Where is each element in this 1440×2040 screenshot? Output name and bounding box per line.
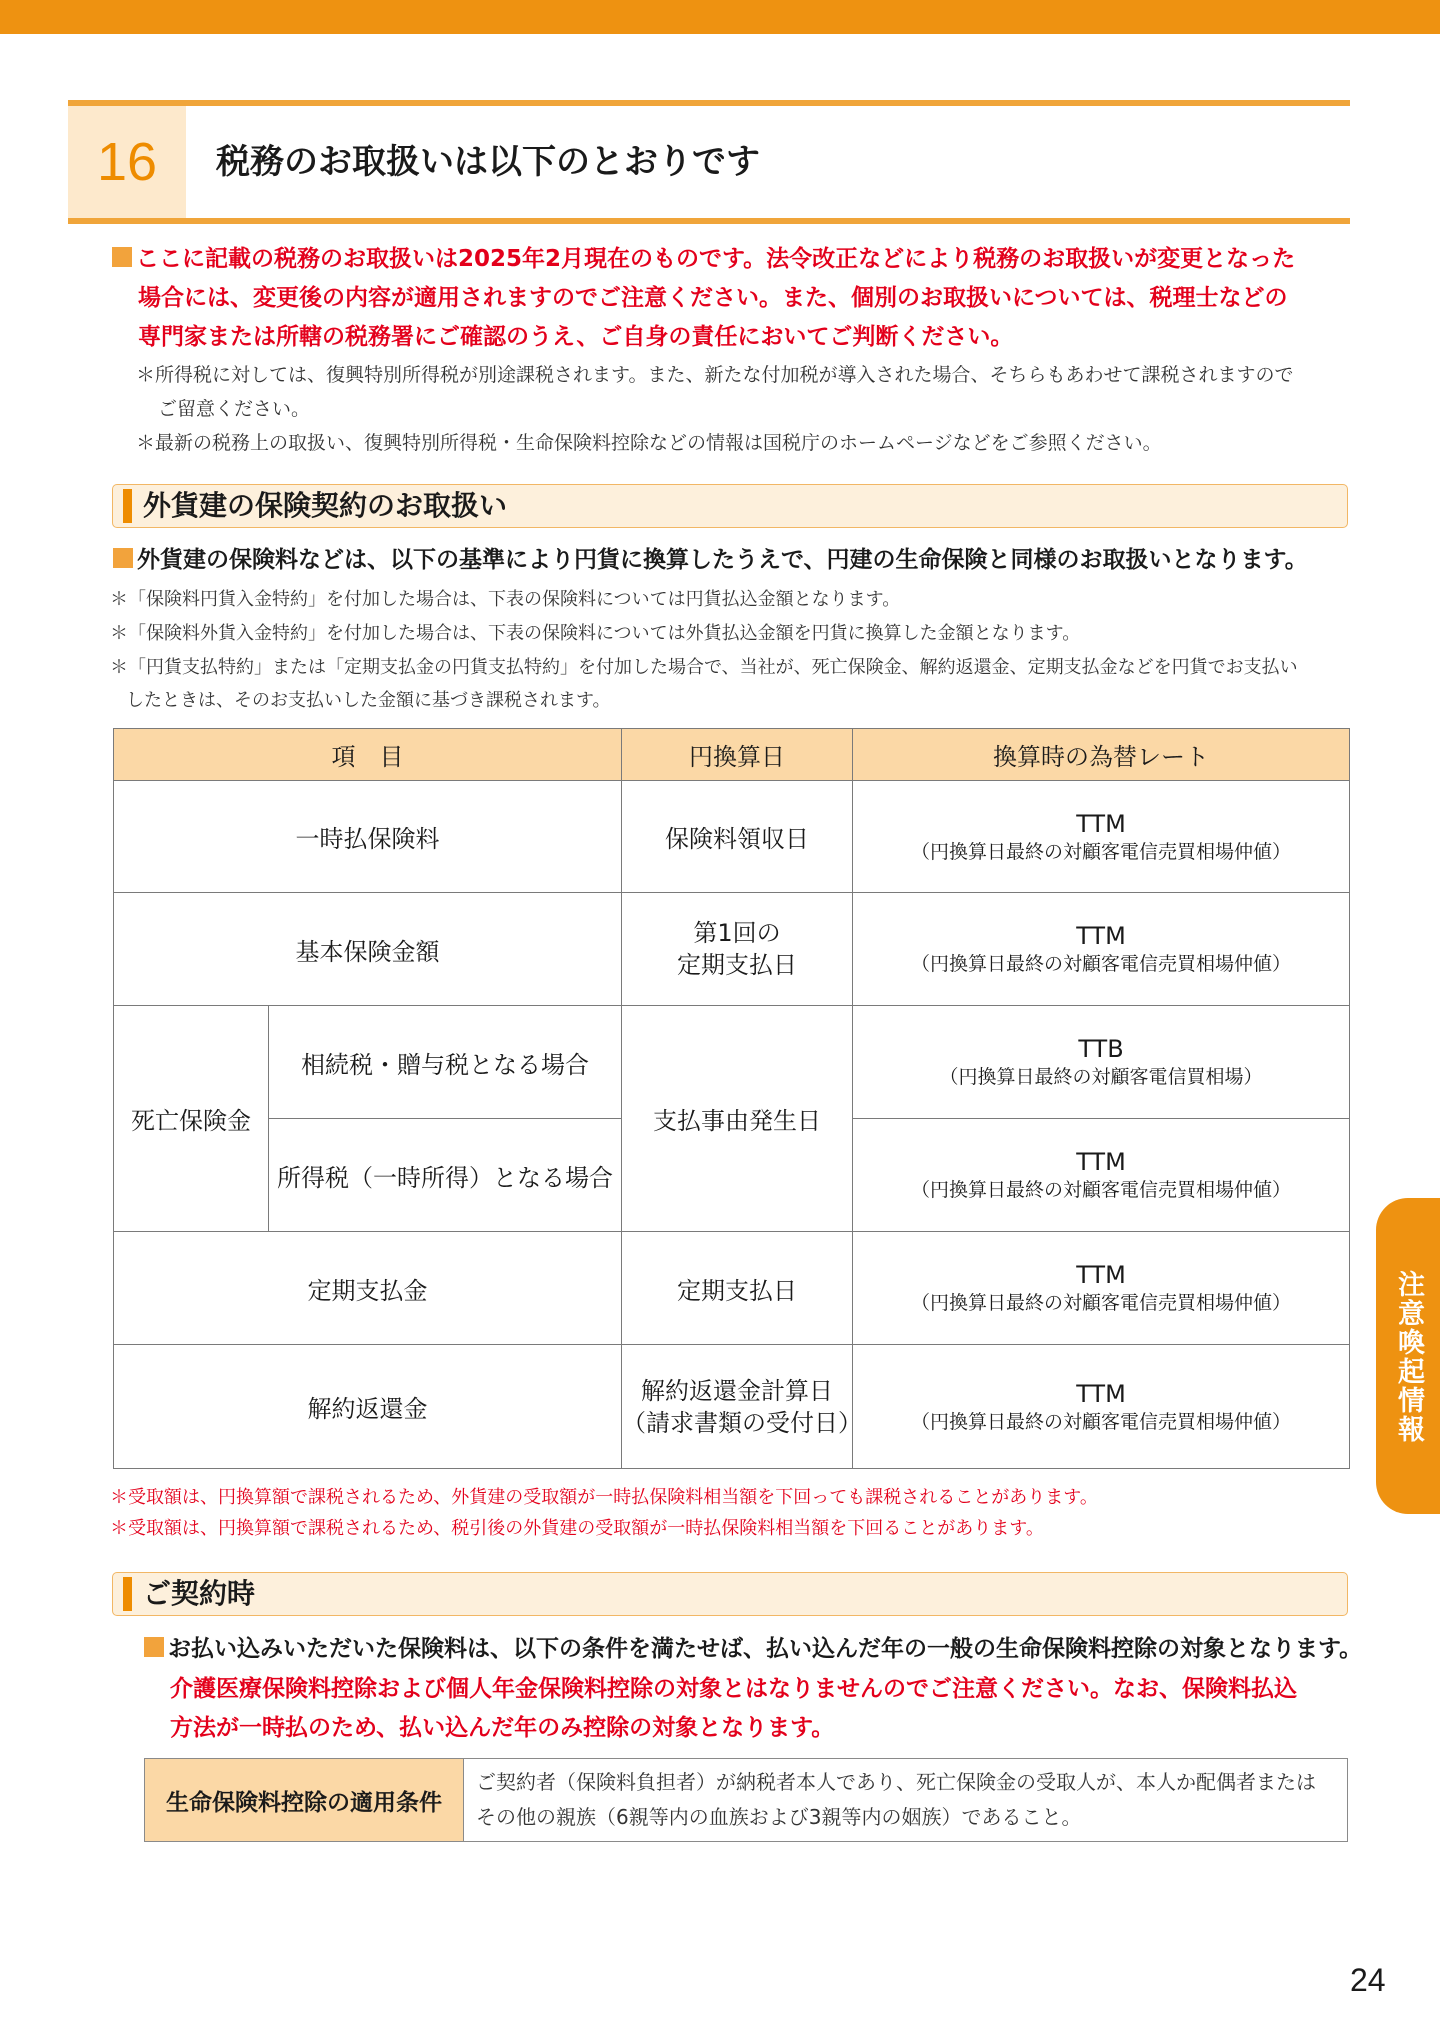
intro-red-line3: 専門家または所轄の税務署にご確認のうえ、ご自身の責任においてご判断ください。 <box>138 324 1014 350</box>
foreign-warning-2: ＊受取額は、円換算額で課税されるため、税引後の外貨建の受取額が一時払保険料相当額を下回ることがあります。 <box>110 1518 1044 1539</box>
rate-desc: （円換算日最終の対顧客電信買相場） <box>939 1066 1263 1088</box>
row-item: 所得税（一時所得）となる場合 <box>269 1119 622 1232</box>
contract-red-line1: 介護医療保険料控除および個人年金保険料控除の対象とはなりませんのでご注意ください。なお、保険料払込 <box>170 1676 1297 1702</box>
foreign-note-2: ＊「保険料外貨入金特約」を付加した場合は、下表の保険料については外貨払込金額を円貨に換算した金額となります。 <box>110 623 1081 644</box>
heading-bar <box>123 1577 132 1611</box>
foreign-heading <box>112 484 1348 528</box>
square-bullet-icon <box>144 1637 164 1657</box>
row-date: 定期支払日 <box>622 1232 853 1345</box>
row-group-death-benefit: 死亡保険金 <box>114 1006 269 1232</box>
rate-code: TTM <box>1076 1261 1126 1289</box>
row-rate <box>853 1232 1350 1345</box>
date-line1: 第1回の <box>693 919 781 947</box>
rate-code: TTM <box>1076 1379 1126 1408</box>
rate-code: TTM <box>1076 922 1126 950</box>
row-item: 定期支払金 <box>114 1232 622 1345</box>
foreign-note-1: ＊「保険料円貨入金特約」を付加した場合は、下表の保険料については円貨払込金額となります。 <box>110 589 901 610</box>
intro-warning <box>112 240 1352 357</box>
header-bottom-rule <box>68 218 1350 224</box>
rate-code: TTM <box>1076 809 1126 838</box>
contract-red-line2: 方法が一時払のため、払い込んだ年のみ控除の対象となります。 <box>170 1715 835 1741</box>
header-rate: 換算時の為替レート <box>853 729 1350 781</box>
foreign-warning-1: ＊受取額は、円換算額で課税されるため、外貨建の受取額が一時払保険料相当額を下回っても課税されることがあります。 <box>110 1487 1098 1508</box>
square-bullet-icon <box>112 247 132 267</box>
date-line2: （請求書類の受付日） <box>622 1408 862 1437</box>
side-tab-label: 注意喚起情報 <box>1393 1270 1424 1444</box>
header-date: 円換算日 <box>622 729 853 781</box>
foreign-lead-text: 外貨建の保険料などは、以下の基準により円貨に換算したうえで、円建の生命保険と同様のお取扱いとなります。 <box>137 547 1308 573</box>
row-item: 一時払保険料 <box>114 781 622 893</box>
condition-label: 生命保険料控除の適用条件 <box>145 1759 464 1841</box>
table-row <box>114 1345 1350 1469</box>
table-row <box>114 1006 1350 1119</box>
section-header <box>68 100 1350 224</box>
intro-note-1 <box>136 358 1293 426</box>
foreign-note-3b: したときは、そのお支払いした金額に基づき課税されます。 <box>126 690 611 711</box>
row-item: 解約返還金 <box>114 1345 622 1469</box>
table-row <box>114 1232 1350 1345</box>
rate-desc: （円換算日最終の対顧客電信売買相場仲値） <box>910 840 1291 863</box>
table-row <box>114 893 1350 1006</box>
row-date: 支払事由発生日 <box>622 1006 853 1232</box>
foreign-heading-text: 外貨建の保険契約のお取扱い <box>143 489 508 522</box>
intro-note-2: ＊最新の税務上の取扱い、復興特別所得税・生命保険料控除などの情報は国税庁のホームページなどをご参照ください。 <box>136 432 1162 454</box>
table-header-row <box>114 729 1350 781</box>
intro-red-line2: 場合には、変更後の内容が適用されますのでご注意ください。また、個別のお取扱いについては、税理士などの <box>138 285 1288 311</box>
rate-code: TTM <box>1076 1148 1126 1176</box>
header-item: 項 目 <box>114 729 622 781</box>
rate-code: TTB <box>1078 1035 1124 1063</box>
intro-red-line1: ここに記載の税務のお取扱いは2025年2月現在のものです。法令改正などにより税務のお取扱いが変更となった <box>136 246 1296 272</box>
foreign-note-3a: ＊「円貨支払特約」または「定期支払金の円貨支払特約」を付加した場合で、当社が、死亡保険金、解約返還金、定期支払金などを円貨でお支払い <box>110 657 1298 678</box>
rate-desc: （円換算日最終の対顧客電信売買相場仲値） <box>910 1179 1291 1201</box>
rate-desc: （円換算日最終の対顧客電信売買相場仲値） <box>910 1410 1291 1433</box>
row-rate <box>853 1006 1350 1119</box>
deduction-condition-box <box>144 1758 1348 1842</box>
row-date <box>622 1345 862 1469</box>
row-date: 保険料領収日 <box>622 781 853 893</box>
date-line2: 定期支払日 <box>677 951 797 979</box>
foreign-lead <box>113 543 1308 577</box>
row-rate <box>853 781 1350 893</box>
top-accent-bar <box>0 0 1440 34</box>
table-row <box>114 781 1350 893</box>
row-date <box>622 893 853 1006</box>
condition-line2: その他の親族（6親等内の血族および3親等内の姻族）であること。 <box>476 1805 1082 1829</box>
condition-text <box>464 1759 1347 1841</box>
row-item: 基本保険金額 <box>114 893 622 1006</box>
section-number: 16 <box>96 132 158 192</box>
page-number: 24 <box>1350 1962 1386 1998</box>
row-item: 相続税・贈与税となる場合 <box>269 1006 622 1119</box>
heading-bar <box>123 489 132 523</box>
contract-heading <box>112 1572 1348 1616</box>
row-rate <box>853 1345 1350 1469</box>
date-line1: 解約返還金計算日 <box>641 1376 833 1405</box>
page-title: 税務のお取扱いは以下のとおりです <box>216 142 760 182</box>
rate-desc: （円換算日最終の対顧客電信売買相場仲値） <box>910 953 1291 975</box>
square-bullet-icon <box>113 548 133 568</box>
rate-desc: （円換算日最終の対顧客電信売買相場仲値） <box>910 1292 1291 1314</box>
row-rate <box>853 1119 1350 1232</box>
intro-note1-line2: ご留意ください。 <box>158 398 311 420</box>
contract-heading-text: ご契約時 <box>143 1577 256 1610</box>
side-index-tab[interactable] <box>1376 1198 1440 1514</box>
row-rate <box>853 893 1350 1006</box>
exchange-rate-table <box>113 728 1350 1469</box>
contract-lead-text: お払い込みいただいた保険料は、以下の条件を満たせば、払い込んだ年の一般の生命保険料控除の対象となります。 <box>168 1636 1363 1662</box>
condition-line1: ご契約者（保険料負担者）が納税者本人であり、死亡保険金の受取人が、本人か配偶者または <box>476 1770 1316 1794</box>
intro-note1-line1: ＊所得税に対しては、復興特別所得税が別途課税されます。また、新たな付加税が導入された場合、そちらもあわせて課税されますので <box>136 364 1294 386</box>
contract-lead <box>144 1632 1362 1666</box>
